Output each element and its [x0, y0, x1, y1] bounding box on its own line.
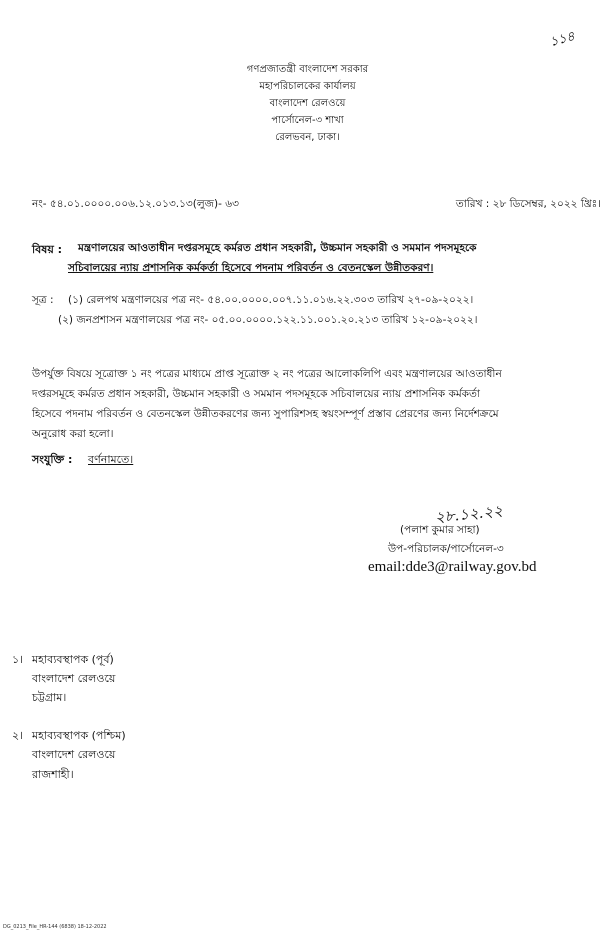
memo-date: তারিখ : ২৮ ডিসেম্বর, ২০২২ খ্রিঃ।: [455, 198, 601, 210]
subject-label: বিষয় :: [32, 243, 63, 256]
recipient-1-organization: বাংলাদেশ রেলওয়ে: [32, 672, 116, 685]
body-line-2: দপ্তরসমূহে কর্মরত প্রধান সহকারী, উচ্চমান সহকারী ও সমমান পদসমূহকে সচিবালয়ের ন্যায় প্রশাসনিক কর্মকর্তা: [32, 388, 480, 400]
header-organization: বাংলাদেশ রেলওয়ে: [269, 98, 346, 109]
reference-2: (২) জনপ্রশাসন মন্ত্রণালয়ের পত্র নং- ০৫.০০.০০০০.১২২.১১.০০১.২০.২১৩ তারিখ ১২-০৯-২০২২।: [58, 314, 478, 326]
body-line-4: অনুরোধ করা হলো।: [32, 428, 114, 440]
memo-number: নং- ৫৪.০১.০০০০.০০৬.১২.০১৩.১৩(লুজ)- ৬৩: [32, 198, 239, 210]
header-section: পার্সোনেল-৩ শাখা: [271, 115, 344, 126]
handwritten-page-note: ১১৪: [547, 29, 577, 51]
enclosure-value: বর্ণনামতে।: [88, 453, 134, 466]
recipient-2-place: রাজশাহী।: [32, 768, 74, 781]
enclosure-label: সংযুক্তি :: [32, 453, 73, 466]
recipient-2-number: ২।: [12, 729, 24, 742]
body-line-3: হিসেবে পদনাম পরিবর্তন ও বেতনস্কেল উন্নীতকরণের জন্য সুপারিশসহ স্বয়ংসম্পূর্ণ প্রস্তাব প্রেরণের জন্য নির্দেশক্রমে: [32, 408, 499, 420]
subject-line-2: সচিবালয়ের ন্যায় প্রশাসনিক কর্মকর্তা হিসেবে পদনাম পরিবর্তন ও বেতনস্কেল উন্নীতকরণ।: [68, 262, 434, 274]
signature-scribble: ২৮.১২.২২: [434, 501, 504, 527]
signatory-email: email:dde3@railway.gov.bd: [368, 559, 537, 575]
recipient-2-title: মহাব্যবস্থাপক (পশ্চিম): [32, 729, 126, 742]
header-address: রেলভবন, ঢাকা।: [275, 132, 340, 143]
signatory-name: (পলাশ কুমার সাহা): [400, 524, 480, 536]
recipient-2-organization: বাংলাদেশ রেলওয়ে: [32, 748, 116, 761]
signatory-designation: উপ-পরিচালক/পার্সোনেল-৩: [388, 543, 504, 555]
body-line-1: উপর্যুক্ত বিষয়ে সূত্রোক্ত ১ নং পত্রের মাধ্যমে প্রাপ্ত সূত্রোক্ত ২ নং পত্রের আলোকলিপি এবং মন্ত্রণালয়ের আওতাধীন: [32, 368, 502, 380]
recipient-1-number: ১।: [12, 653, 24, 666]
reference-label: সূত্র :: [32, 294, 54, 306]
subject-line-1: মন্ত্রণালয়ের আওতাধীন দপ্তরসমূহে কর্মরত প্রধান সহকারী, উচ্চমান সহকারী ও সমমান পদসমূহকে: [78, 242, 477, 254]
reference-1: (১) রেলপথ মন্ত্রণালয়ের পত্র নং- ৫৪.০০.০০০০.০০৭.১১.০১৬.২২.৩০৩ তারিখ ২৭-০৯-২০২২।: [68, 294, 474, 306]
header-office: মহাপরিচালকের কার্যালয়: [259, 81, 356, 92]
recipient-1-place: চট্টগ্রাম।: [32, 691, 67, 704]
footer-file-reference: DG_0213_File_HR-144 (6838) 18-12-2022: [3, 924, 107, 930]
header-government: গণপ্রজাতন্ত্রী বাংলাদেশ সরকার: [246, 64, 369, 75]
recipient-1-title: মহাব্যবস্থাপক (পূর্ব): [32, 653, 114, 666]
